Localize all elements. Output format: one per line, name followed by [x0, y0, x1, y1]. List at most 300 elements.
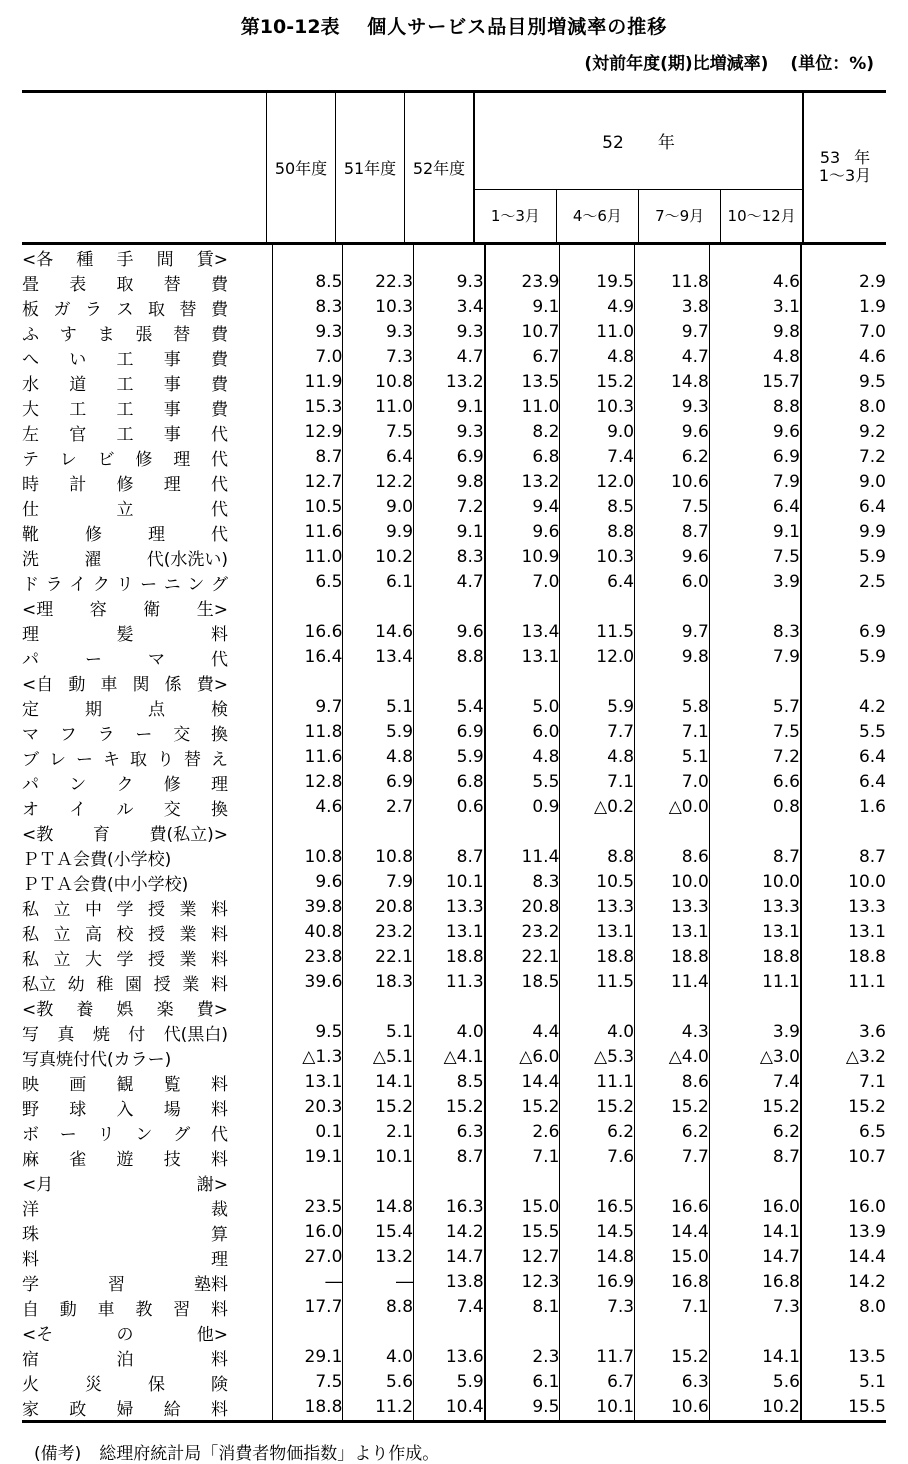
data-cell: 6.7	[560, 1370, 635, 1395]
data-cell-empty	[560, 245, 635, 270]
data-cell: 10.4	[414, 1395, 485, 1420]
data-cell-empty	[272, 1320, 343, 1345]
data-cell: 8.7	[414, 1145, 485, 1170]
data-cell: 11.1	[560, 1070, 635, 1095]
data-cell-empty	[560, 1320, 635, 1345]
data-cell: 8.6	[635, 845, 710, 870]
data-cell: 13.4	[485, 620, 560, 645]
data-cell: 12.2	[343, 470, 414, 495]
data-cell: 12.9	[272, 420, 343, 445]
data-cell: 14.1	[709, 1345, 801, 1370]
data-cell: 2.6	[485, 1120, 560, 1145]
data-cell: 16.4	[272, 645, 343, 670]
row-label	[22, 1195, 272, 1220]
data-cell: 18.8	[272, 1395, 343, 1420]
data-cell: 7.0	[858, 322, 886, 342]
data-cell: 10.3	[560, 545, 635, 570]
data-cell-empty	[272, 670, 343, 695]
row-label-text: 写 真 焼 付 代(黒白)	[22, 1024, 228, 1045]
data-cell-empty	[560, 995, 635, 1020]
data-cell: 6.1	[485, 1370, 560, 1395]
table-category-row	[22, 595, 886, 620]
table-row	[22, 470, 886, 495]
data-cell: 7.7	[635, 1145, 710, 1170]
data-cell: 7.9	[709, 470, 801, 495]
data-cell-empty	[635, 1170, 710, 1195]
data-cell: 13.2	[343, 1245, 414, 1270]
source-note-label: (備考)	[34, 1443, 82, 1464]
data-cell: 5.6	[709, 1370, 801, 1395]
table-row	[22, 1145, 886, 1170]
data-cell: 11.9	[272, 370, 343, 395]
table-category-row	[22, 1170, 886, 1195]
data-cell: 7.0	[485, 570, 560, 595]
data-cell-empty	[560, 820, 635, 845]
data-cell: 5.8	[635, 695, 710, 720]
data-cell: 1.9	[858, 297, 886, 317]
row-label-text: 仕 立 代	[22, 499, 228, 520]
data-cell: 8.3	[485, 870, 560, 895]
data-cell: 7.7	[560, 720, 635, 745]
row-label	[22, 1070, 272, 1095]
subtitle-block	[0, 39, 908, 74]
data-cell: 10.5	[560, 870, 635, 895]
data-cell-empty	[801, 595, 886, 620]
data-cell-empty	[635, 1320, 710, 1345]
row-label	[22, 520, 272, 545]
data-cell: ―	[272, 1270, 343, 1295]
row-label-text: 私 立 大 学 授 業 料	[22, 949, 228, 970]
row-label-text: 畳 表 取 替 費	[22, 274, 228, 295]
data-cell: 11.8	[635, 270, 710, 295]
data-cell: 5.0	[485, 695, 560, 720]
data-cell: 9.2	[858, 422, 886, 442]
data-cell: 40.8	[272, 920, 343, 945]
data-cell: 10.3	[560, 395, 635, 420]
data-cell: 6.0	[485, 720, 560, 745]
row-label	[22, 320, 272, 345]
table-row	[22, 295, 886, 320]
data-cell: 6.2	[560, 1120, 635, 1145]
table-row	[22, 545, 886, 570]
data-cell: 0.8	[709, 795, 801, 820]
data-cell: 14.2	[848, 1272, 886, 1292]
data-cell: 16.5	[560, 1195, 635, 1220]
row-label	[22, 945, 272, 970]
row-label-text: <そ の 他>	[22, 1324, 228, 1345]
data-cell: 7.1	[635, 720, 710, 745]
data-cell: 15.2	[635, 1345, 710, 1370]
subtitle-basis: (対前年度(期)比増減率)	[584, 54, 769, 74]
data-cell: 10.6	[635, 470, 710, 495]
table-row	[22, 1270, 886, 1295]
row-label-text: 洗 濯 代(水洗い)	[22, 549, 228, 570]
data-cell: △4.1	[414, 1045, 485, 1070]
data-cell: 19.1	[272, 1145, 343, 1170]
data-cell: 9.3	[272, 320, 343, 345]
data-cell: 9.6	[635, 545, 710, 570]
table-row	[22, 1220, 886, 1245]
table-row	[22, 645, 886, 670]
data-cell: 8.8	[560, 845, 635, 870]
data-cell: 7.3	[709, 1295, 801, 1320]
row-label-text: パ ー マ 代	[22, 649, 228, 670]
data-cell: 6.4	[343, 445, 414, 470]
header-q2: 4〜6月	[556, 189, 638, 242]
data-cell: 13.9	[848, 1222, 886, 1242]
data-cell: 6.5	[272, 570, 343, 595]
data-cell: 18.8	[560, 945, 635, 970]
data-cell: 13.3	[414, 895, 485, 920]
data-cell-empty	[343, 670, 414, 695]
data-cell: 8.3	[709, 620, 801, 645]
row-label-text: 家 政 婦 給 料	[22, 1399, 228, 1420]
data-cell: 4.7	[635, 345, 710, 370]
row-label-text: 写真焼付代(カラー)	[22, 1049, 172, 1070]
data-cell: 4.6	[709, 270, 801, 295]
data-cell: 11.0	[272, 545, 343, 570]
data-cell-empty	[801, 245, 886, 270]
data-cell: 18.5	[485, 970, 560, 995]
data-cell: 11.0	[343, 395, 414, 420]
data-cell: ―	[343, 1270, 414, 1295]
data-cell: 16.8	[709, 1270, 801, 1295]
data-cell: 15.2	[635, 1095, 710, 1120]
header-label-spacer	[22, 93, 267, 242]
table-category-row	[22, 995, 886, 1020]
data-cell: 2.5	[858, 572, 886, 592]
data-cell: 8.3	[414, 545, 485, 570]
table-category-row	[22, 1320, 886, 1345]
data-cell: 14.7	[414, 1245, 485, 1270]
table-row	[22, 445, 886, 470]
page-title	[0, 12, 908, 39]
data-cell: 9.3	[414, 320, 485, 345]
data-cell: 15.2	[848, 1097, 886, 1117]
data-cell: 11.0	[485, 395, 560, 420]
data-cell-empty	[414, 1170, 485, 1195]
data-cell: 13.2	[485, 470, 560, 495]
row-label-text: <教 育 費(私立)>	[22, 824, 228, 845]
row-label	[22, 395, 272, 420]
data-cell-empty	[709, 245, 801, 270]
table-row	[22, 745, 886, 770]
data-cell-empty	[801, 1170, 886, 1195]
row-label	[22, 1220, 272, 1245]
table-row	[22, 1120, 886, 1145]
data-cell: 9.3	[343, 320, 414, 345]
data-cell-empty	[272, 820, 343, 845]
data-cell: 20.3	[272, 1095, 343, 1120]
data-cell: 10.9	[485, 545, 560, 570]
data-cell-empty	[485, 995, 560, 1020]
data-cell: 0.6	[414, 795, 485, 820]
row-label	[22, 345, 272, 370]
data-cell: 9.7	[635, 620, 710, 645]
data-cell: 10.2	[343, 545, 414, 570]
row-label	[22, 1320, 272, 1345]
row-label	[22, 995, 272, 1020]
data-cell: 6.4	[858, 497, 886, 517]
data-cell: 5.9	[560, 695, 635, 720]
data-cell: 6.4	[858, 772, 886, 792]
data-cell: 5.9	[858, 647, 886, 667]
data-cell-empty	[343, 595, 414, 620]
row-label-text: <各 種 手 間 賃>	[22, 249, 228, 270]
data-cell: 8.7	[858, 847, 886, 867]
header-col-53-nen: 年	[854, 147, 871, 167]
data-cell: 23.8	[272, 945, 343, 970]
data-cell: 9.0	[343, 495, 414, 520]
data-cell: 15.0	[635, 1245, 710, 1270]
data-cell: 14.4	[485, 1070, 560, 1095]
data-cell: 10.7	[848, 1147, 886, 1167]
header-group-52-year: 52	[602, 133, 624, 154]
data-cell-empty	[485, 670, 560, 695]
header-col-50: 50年度	[267, 93, 336, 242]
data-cell-empty	[709, 670, 801, 695]
row-label-text: <自 動 車 関 係 費>	[22, 674, 228, 695]
data-cell: 7.9	[709, 645, 801, 670]
table-row	[22, 795, 886, 820]
data-cell: 14.5	[560, 1220, 635, 1245]
data-cell: 23.9	[485, 270, 560, 295]
table-body	[22, 245, 886, 1420]
row-label-text: テ レ ビ 修 理 代	[22, 449, 228, 470]
data-cell: 8.7	[709, 1145, 801, 1170]
data-cell-empty	[272, 995, 343, 1020]
table-row	[22, 770, 886, 795]
data-cell: 7.5	[343, 420, 414, 445]
row-label	[22, 495, 272, 520]
row-label-text: ＰＴＡ会費(中小学校)	[22, 874, 189, 895]
data-cell: 8.2	[485, 420, 560, 445]
table-row	[22, 1070, 886, 1095]
data-cell: 10.3	[343, 295, 414, 320]
data-cell-empty	[635, 595, 710, 620]
data-cell: 8.8	[343, 1295, 414, 1320]
data-cell: 8.3	[272, 295, 343, 320]
data-cell: 4.9	[560, 295, 635, 320]
data-cell: 0.1	[272, 1120, 343, 1145]
data-cell: 4.0	[560, 1020, 635, 1045]
data-cell: 5.1	[343, 1020, 414, 1045]
table-row	[22, 720, 886, 745]
data-cell: 9.6	[635, 420, 710, 445]
table-row	[22, 1195, 886, 1220]
data-cell: 7.5	[709, 545, 801, 570]
data-cell: 9.3	[635, 395, 710, 420]
header-col-51: 51年度	[336, 93, 405, 242]
row-label	[22, 670, 272, 695]
data-cell-empty	[343, 1170, 414, 1195]
data-cell: 11.5	[560, 970, 635, 995]
data-cell: 5.9	[343, 720, 414, 745]
data-cell: 13.3	[560, 895, 635, 920]
data-cell: 7.2	[414, 495, 485, 520]
data-cell: 3.9	[709, 1020, 801, 1045]
data-cell: 6.9	[709, 445, 801, 470]
row-label-text: 定 期 点 検	[22, 699, 228, 720]
row-label	[22, 570, 272, 595]
data-cell: △3.2	[845, 1047, 886, 1067]
title-block	[0, 0, 908, 39]
data-cell: 16.6	[635, 1195, 710, 1220]
row-label	[22, 645, 272, 670]
table-row	[22, 1045, 886, 1070]
data-cell-empty	[485, 820, 560, 845]
data-cell-empty	[414, 820, 485, 845]
header-q4: 10〜12月	[721, 189, 803, 242]
row-label	[22, 1295, 272, 1320]
data-cell: 13.5	[848, 1347, 886, 1367]
data-cell: 22.1	[343, 945, 414, 970]
data-cell: 11.1	[848, 972, 886, 992]
row-label	[22, 295, 272, 320]
data-cell: 10.1	[560, 1395, 635, 1420]
data-cell: 1.6	[858, 797, 886, 817]
table-row	[22, 970, 886, 995]
data-cell: 9.0	[858, 472, 886, 492]
data-cell: 5.5	[485, 770, 560, 795]
data-cell: 4.6	[272, 795, 343, 820]
row-label	[22, 970, 272, 995]
data-cell: 13.8	[414, 1270, 485, 1295]
row-label-text: ふ す ま 張 替 費	[22, 324, 228, 345]
data-cell: 12.3	[485, 1270, 560, 1295]
data-cell: 39.6	[272, 970, 343, 995]
row-label-text: 大 工 工 事 費	[22, 399, 228, 420]
data-cell: 2.3	[485, 1345, 560, 1370]
data-cell: 5.4	[414, 695, 485, 720]
row-label-text: オ イ ル 交 換	[22, 799, 228, 820]
source-note-text: 総理府統計局「消費者物価指数」より作成。	[99, 1443, 440, 1464]
data-cell: 12.7	[485, 1245, 560, 1270]
data-cell: 15.2	[560, 370, 635, 395]
data-cell: 14.1	[343, 1070, 414, 1095]
data-cell: 20.8	[343, 895, 414, 920]
data-cell: 3.6	[858, 1022, 886, 1042]
data-cell: 4.8	[560, 345, 635, 370]
data-cell: 11.6	[272, 745, 343, 770]
statistics-table	[22, 90, 886, 1423]
data-cell: 7.0	[635, 770, 710, 795]
data-cell: 10.7	[485, 320, 560, 345]
data-cell-empty	[801, 820, 886, 845]
data-cell: 10.0	[848, 872, 886, 892]
data-cell: 8.7	[709, 845, 801, 870]
data-cell: 27.0	[272, 1245, 343, 1270]
data-cell: 9.3	[414, 270, 485, 295]
data-cell: 12.0	[560, 645, 635, 670]
row-label	[22, 720, 272, 745]
data-cell: △5.3	[560, 1045, 635, 1070]
row-label-text: <理 容 衛 生>	[22, 599, 228, 620]
data-cell: 11.5	[560, 620, 635, 645]
row-label	[22, 870, 272, 895]
row-label	[22, 695, 272, 720]
data-cell: 6.6	[709, 770, 801, 795]
table-row	[22, 1245, 886, 1270]
data-cell: 15.2	[709, 1095, 801, 1120]
data-cell: 19.5	[560, 270, 635, 295]
data-cell-empty	[414, 995, 485, 1020]
data-cell: 15.7	[709, 370, 801, 395]
data-cell: 8.6	[635, 1070, 710, 1095]
data-cell: 14.2	[414, 1220, 485, 1245]
header-group-52-nen: 年	[657, 133, 675, 154]
data-cell: 4.2	[858, 697, 886, 717]
data-cell-empty	[801, 670, 886, 695]
data-cell: 13.1	[635, 920, 710, 945]
data-cell: 5.9	[414, 1370, 485, 1395]
row-label	[22, 770, 272, 795]
table-row	[22, 1295, 886, 1320]
source-note	[34, 1439, 908, 1464]
header-col-52: 52年度	[405, 93, 475, 242]
row-label-text: 理 髪 料	[22, 624, 228, 645]
data-cell: 12.0	[560, 470, 635, 495]
data-cell: 23.2	[343, 920, 414, 945]
data-cell: 13.1	[272, 1070, 343, 1095]
header-group-52	[474, 93, 803, 189]
data-cell: 4.8	[485, 745, 560, 770]
data-cell: 14.6	[343, 620, 414, 645]
data-cell: 10.0	[709, 870, 801, 895]
data-cell-empty	[635, 820, 710, 845]
table-row	[22, 1020, 886, 1045]
row-label-text: 自 動 車 教 習 料	[22, 1299, 228, 1320]
data-cell: 9.1	[709, 520, 801, 545]
data-cell: 5.9	[414, 745, 485, 770]
data-cell: 13.1	[414, 920, 485, 945]
data-cell: 15.2	[485, 1095, 560, 1120]
row-label	[22, 595, 272, 620]
table-title-text: 個人サービス品目別増減率の推移	[367, 16, 668, 38]
row-label-text: 野 球 入 場 料	[22, 1099, 228, 1120]
data-cell: 6.7	[485, 345, 560, 370]
table-row	[22, 870, 886, 895]
data-cell: △0.2	[560, 795, 635, 820]
data-cell: 5.1	[858, 1372, 886, 1392]
data-cell: 14.4	[635, 1220, 710, 1245]
data-cell: 15.2	[414, 1095, 485, 1120]
data-cell: 14.1	[709, 1220, 801, 1245]
data-cell: 4.8	[709, 345, 801, 370]
data-cell-empty	[414, 1320, 485, 1345]
header-q1: 1〜3月	[474, 189, 556, 242]
row-label	[22, 795, 272, 820]
row-label	[22, 245, 272, 270]
data-cell: 8.7	[635, 520, 710, 545]
data-cell: 7.1	[858, 1072, 886, 1092]
row-label-text: 私 立 中 学 授 業 料	[22, 899, 228, 920]
data-cell: 6.2	[635, 445, 710, 470]
data-cell: 6.3	[635, 1370, 710, 1395]
data-cell: 8.0	[858, 1297, 886, 1317]
row-label-text: 料 理	[22, 1249, 228, 1270]
row-label	[22, 1095, 272, 1120]
data-cell: 16.8	[635, 1270, 710, 1295]
table-row	[22, 495, 886, 520]
row-label-text: 宿 泊 料	[22, 1349, 228, 1370]
data-cell: 10.8	[272, 845, 343, 870]
data-cell: 14.8	[635, 370, 710, 395]
data-cell: 10.8	[343, 845, 414, 870]
row-label-text: 私 立 高 校 授 業 料	[22, 924, 228, 945]
data-cell-empty	[414, 595, 485, 620]
data-cell: 16.0	[848, 1197, 886, 1217]
